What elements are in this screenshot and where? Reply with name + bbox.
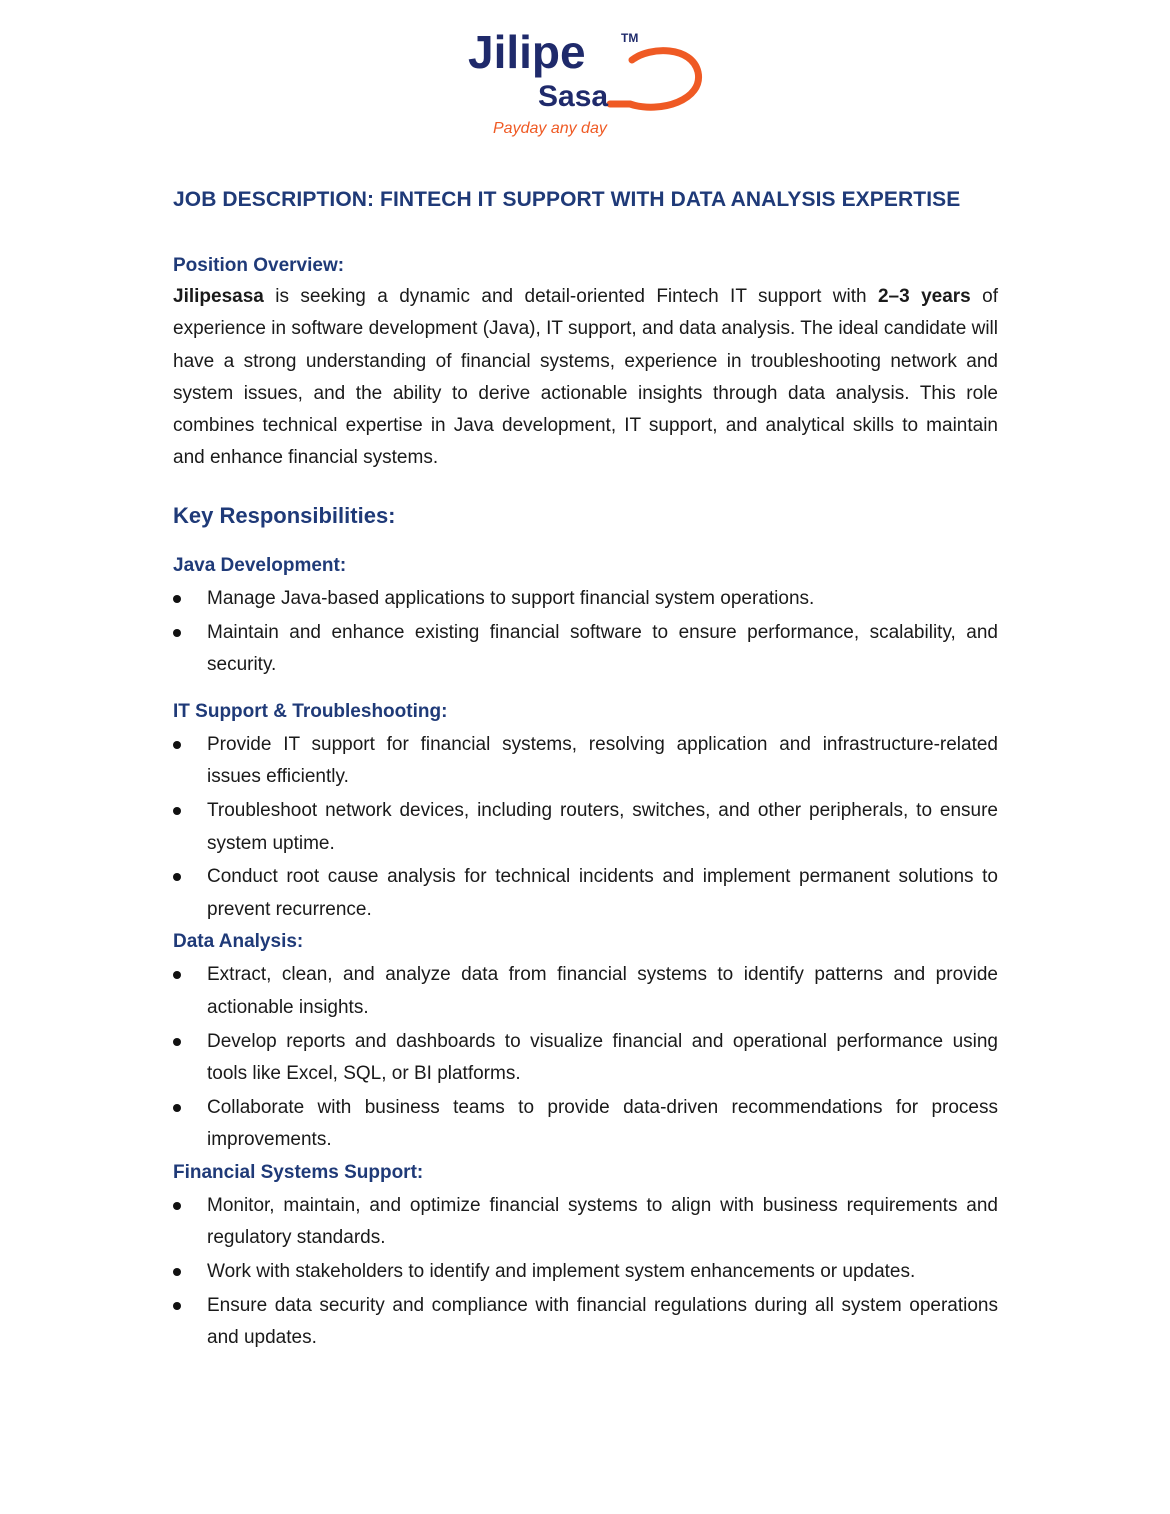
list-item-text: Ensure data security and compliance with financial regulations during all system operations and updates. <box>207 1294 998 1348</box>
financial-systems-section <box>173 1158 998 1354</box>
list-item <box>173 583 998 615</box>
overview-text-part-b: of experience in software development (Java), IT support, and data analysis. The ideal candidate will have a strong understanding of financial systems, experience in troubleshooting network and system issues, and the ability to derive actionable insights through data analysis. This role combines technical expertise in Java development, IT support, and analytical skills to maintain and enhance financial systems. <box>173 286 999 469</box>
overview-text-part-a: is seeking a dynamic and detail-oriented Fintech IT support with <box>263 286 878 307</box>
logo-brand-line2: Sasa <box>538 80 609 113</box>
bullet-icon <box>173 971 181 979</box>
list-item-text: Manage Java-based applications to support financial system operations. <box>207 587 815 609</box>
company-logo <box>460 20 720 140</box>
list-item-text: Monitor, maintain, and optimize financial systems to align with business requirements and regulatory standards. <box>207 1194 998 1249</box>
bullet-icon <box>173 1202 181 1210</box>
data-analysis-section <box>173 927 998 1156</box>
bullet-icon <box>173 873 181 881</box>
bullet-list <box>173 729 998 926</box>
page-title: JOB DESCRIPTION: FINTECH IT SUPPORT WITH DATA ANALYSIS EXPERTISE <box>173 188 961 211</box>
position-overview-heading: Position Overview: <box>173 255 345 276</box>
bullet-icon <box>173 629 181 637</box>
list-item-text: Provide IT support for financial systems, resolving application and infrastructure-related issues efficiently. <box>207 734 998 788</box>
jilipe-sasa-logo-icon <box>460 20 720 140</box>
list-item <box>173 1256 998 1288</box>
list-item <box>173 1290 998 1355</box>
list-item-text: Maintain and enhance existing financial software to ensure performance, scalability, and security. <box>207 621 998 675</box>
list-item <box>173 1026 998 1091</box>
position-overview-section <box>173 251 998 475</box>
list-item <box>173 795 998 860</box>
company-name: Jilipesasa <box>173 286 264 307</box>
list-item <box>173 959 998 1024</box>
bullet-list <box>173 583 998 681</box>
bullet-icon <box>173 1268 181 1276</box>
list-item <box>173 1092 998 1157</box>
list-item <box>173 729 998 794</box>
bullet-list <box>173 1190 998 1354</box>
bullet-list <box>173 959 998 1156</box>
bullet-icon <box>173 1038 181 1046</box>
list-item-text: Extract, clean, and analyze data from financial systems to identify patterns and provide actionable insights. <box>207 964 998 1018</box>
position-overview-text <box>173 281 998 475</box>
section-heading: Data Analysis: <box>173 931 304 953</box>
list-item-text: Conduct root cause analysis for technical incidents and implement permanent solutions to prevent recurrence. <box>207 866 998 920</box>
list-item-text: Collaborate with business teams to provide data-driven recommendations for process improvements. <box>207 1096 998 1150</box>
list-item <box>173 1190 998 1255</box>
bullet-icon <box>173 807 181 815</box>
logo-brand-line1: Jilipe <box>468 26 586 78</box>
document-body <box>173 183 998 1356</box>
bullet-icon <box>173 1104 181 1112</box>
list-item-text: Troubleshoot network devices, including routers, switches, and other peripherals, to ensure system uptime. <box>207 800 998 854</box>
list-item <box>173 861 998 926</box>
logo-tagline: Payday any day <box>493 120 607 137</box>
key-responsibilities-heading: Key Responsibilities: <box>173 502 396 528</box>
section-heading: IT Support & Troubleshooting: <box>173 701 448 723</box>
list-item-text: Work with stakeholders to identify and implement system enhancements or updates. <box>207 1260 916 1282</box>
java-development-section <box>173 551 998 681</box>
list-item-text: Develop reports and dashboards to visualize financial and operational performance using tools like Excel, SQL, or BI platforms. <box>207 1030 998 1084</box>
section-heading: Java Development: <box>173 554 347 576</box>
experience-years: 2–3 years <box>877 286 971 307</box>
it-support-section <box>173 697 998 926</box>
bullet-icon <box>173 1302 181 1310</box>
logo-trademark: TM <box>621 31 639 45</box>
section-heading: Financial Systems Support: <box>173 1161 424 1183</box>
list-item <box>173 617 998 682</box>
bullet-icon <box>173 741 181 749</box>
bullet-icon <box>173 595 181 603</box>
